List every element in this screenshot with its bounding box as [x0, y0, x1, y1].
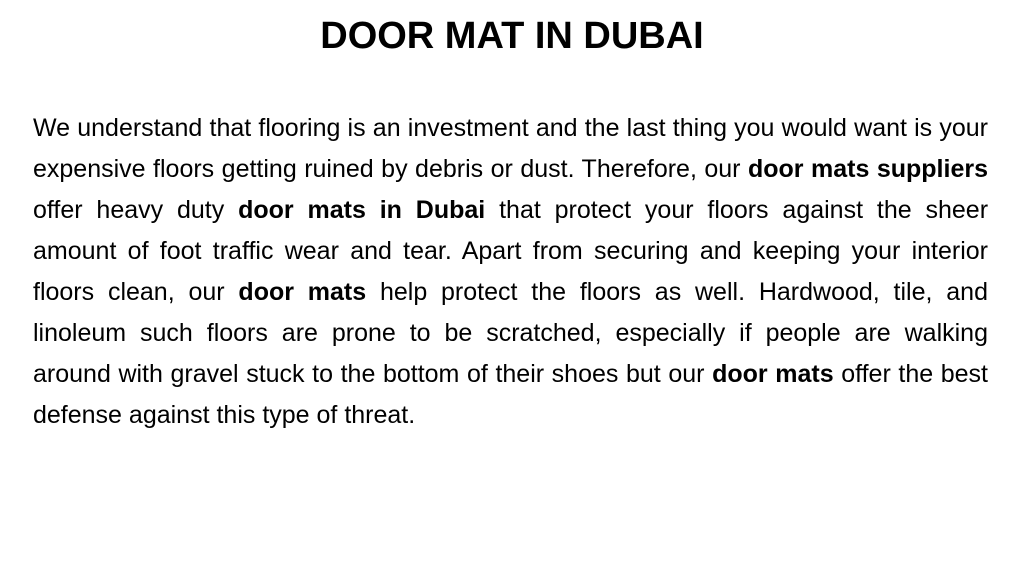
paragraph-text: offer the best defense against this type of threat. [33, 360, 988, 429]
paragraph-text: We understand that flooring is an investment and the last thing you would want is your expensive floors getting ruined by debris or dust. Therefore, our [33, 114, 988, 183]
paragraph-text: help protect the floors as well. Hardwood, tile, and linoleum such floors are prone to be scratched, especially if people are walking around with gravel stuck to the bottom of their shoes but our [33, 278, 988, 388]
body-paragraph [33, 108, 988, 436]
bold-keyword-door-mats: door mats [238, 278, 367, 306]
bold-keyword-door-mats: door mats [712, 360, 834, 388]
bold-keyword-door-mats-suppliers: door mats suppliers [747, 155, 988, 183]
paragraph-text: offer heavy duty [33, 196, 239, 224]
paragraph-text: that protect your floors against the sheer amount of foot traffic wear and tear. Apart from securing and keeping your interior floors clean, our [33, 196, 989, 306]
slide-title: DOOR MAT IN DUBAI [320, 15, 704, 57]
bold-keyword-door-mats-in-dubai: door mats in Dubai [238, 196, 486, 224]
